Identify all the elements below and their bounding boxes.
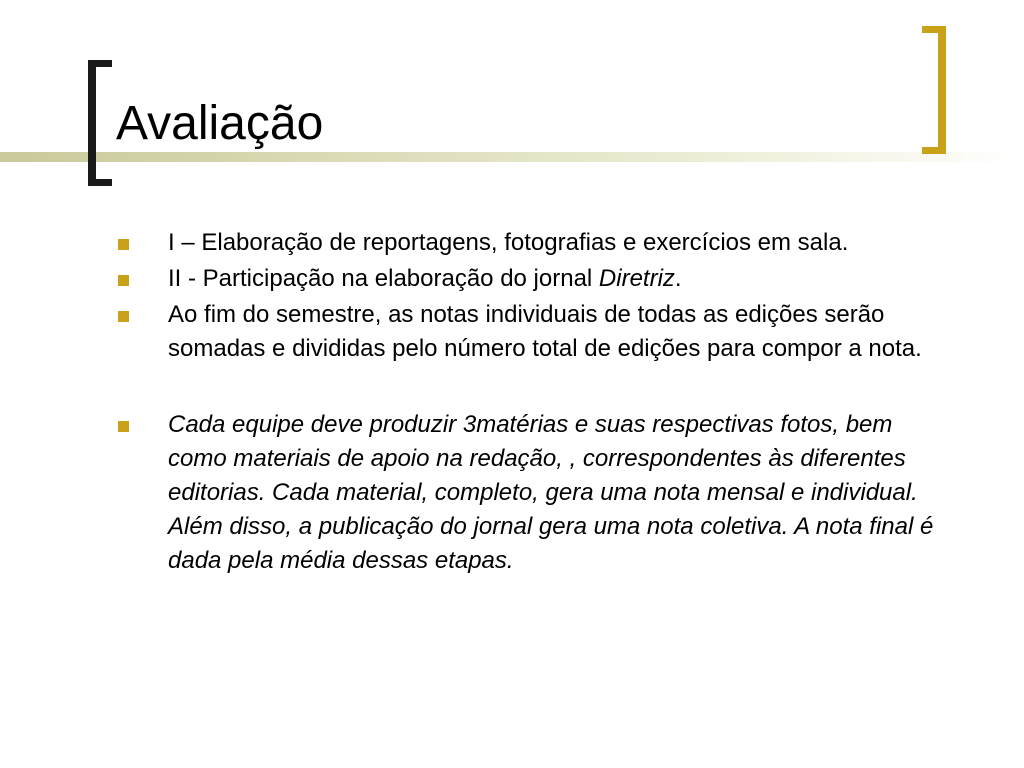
bullet-item (114, 226, 954, 260)
square-bullet-icon (118, 275, 129, 286)
bullet-text: I – Elaboração de reportagens, fotografias e exercícios em sala. (168, 229, 849, 256)
bullet-item (114, 262, 954, 296)
bullet-text-italic: Diretriz (598, 265, 675, 292)
bullet-list (114, 226, 954, 580)
square-bullet-icon (118, 421, 129, 432)
left-bracket-icon (88, 60, 112, 186)
title-underline-bar (0, 152, 1024, 162)
bullet-text: Cada equipe deve produzir 3matérias e suas respectivas fotos, bem como materiais de apoio na redação, , correspondentes às diferentes editorias. Cada material, completo, gera uma nota mensal e individual. Além disso, a publicação do jornal gera uma nota coletiva. A nota final é dada pela média dessas etapas. (168, 411, 934, 574)
bullet-text: Ao fim do semestre, as notas individuais de todas as edições serão somadas e divididas pelo número total de edições para compor a nota. (168, 301, 922, 362)
right-bracket-icon (922, 26, 946, 154)
square-bullet-icon (118, 311, 129, 322)
bullet-item (114, 408, 954, 578)
bullet-text-part: II - Participação na elaboração do jornal (168, 265, 599, 292)
bullet-text (168, 265, 682, 292)
bullet-text-part: . (674, 265, 682, 292)
square-bullet-icon (118, 239, 129, 250)
bullet-item (114, 298, 954, 366)
slide-title: Avaliação (116, 97, 324, 150)
